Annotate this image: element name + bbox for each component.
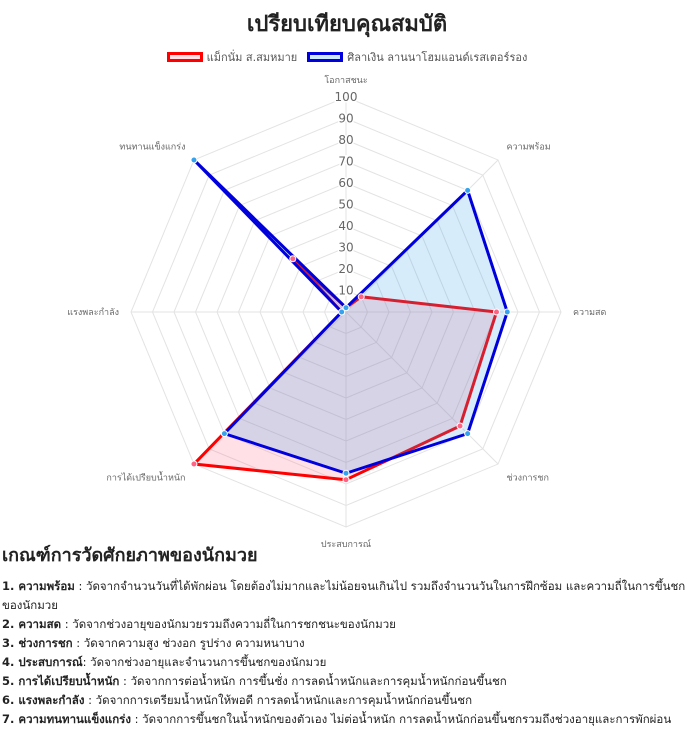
legend-swatch-series-2 — [307, 52, 343, 62]
axis-label: ความสด — [573, 308, 607, 318]
data-point-series-1 — [494, 309, 500, 315]
tick-label: 100 — [334, 90, 358, 104]
criteria-item-label: 3. ช่วงการชก — [2, 636, 73, 650]
tick-label: 30 — [338, 240, 354, 255]
tick-label: 10 — [338, 283, 354, 298]
axis-label: โอกาสชนะ — [324, 76, 368, 86]
data-point-series-2 — [504, 309, 510, 315]
criteria-item-label: 1. ความพร้อม — [2, 579, 75, 593]
criteria-item-label: 2. ความสด — [2, 617, 62, 631]
criteria-item — [2, 577, 688, 615]
axis-label: ความพร้อม — [506, 142, 551, 153]
tick-label: 80 — [338, 133, 354, 147]
legend-label-series-2: ศิลาเงิน ลานนาโฮมแอนด์เรสเตอร์รอง — [347, 51, 528, 64]
criteria-item-label: 5. การได้เปรียบน้ำหนัก — [2, 674, 120, 688]
data-point-series-1 — [343, 477, 349, 483]
criteria-item — [2, 710, 688, 729]
radar-chart — [0, 62, 694, 550]
data-point-series-1 — [457, 423, 463, 429]
criteria-item-label: 7. ความทนทานแข็งแกร่ง — [2, 712, 131, 726]
data-point-series-2 — [339, 309, 345, 315]
legend-swatch-series-1 — [167, 52, 203, 62]
data-point-series-2 — [221, 431, 227, 437]
criteria-item-label: 6. แรงพละกำลัง — [2, 693, 85, 707]
criteria-item-text: : วัดจากการขึ้นชกในน้ำหนักของตัวเอง ไม่ต่อน้ำหนัก การลดน้ำหนักก่อนขึ้นชกรวมถึงช่วงอายุและการพักผ่อน — [130, 712, 672, 726]
criteria-item — [2, 672, 688, 691]
criteria-item — [2, 634, 688, 653]
criteria-section — [2, 540, 688, 729]
axis-label: ประสบการณ์ — [320, 540, 372, 550]
legend-label-series-1: แม็กนั่ม ส.สมหมาย — [206, 51, 298, 64]
tick-label: 50 — [338, 197, 354, 212]
data-point-series-2 — [191, 157, 197, 163]
axis-label: แรงพละกำลัง — [67, 308, 119, 318]
criteria-item-text: : วัดจากจำนวนวันที่ได้พักผ่อน โดยต้องไม่มากและไม่น้อยจนเกินไป รวมถึงจำนวนวันในการฝึกซ้อม และความถี่ในการขึ้นชกของนักมวย — [2, 579, 686, 612]
axis-label: ช่วงการชก — [506, 473, 549, 484]
tick-label: 90 — [338, 111, 354, 126]
data-point-series-1 — [358, 294, 364, 300]
data-point-series-2 — [343, 470, 349, 476]
data-point-series-2 — [465, 187, 471, 193]
tick-label: 60 — [338, 176, 354, 190]
data-point-series-2 — [465, 431, 471, 437]
criteria-item-label: 4. ประสบการณ์ — [2, 655, 83, 669]
criteria-item-text: : วัดจากการเตรียมน้ำหนักให้พอดี การลดน้ำหนักและการคุมน้ำหนักก่อนขึ้นชก — [84, 693, 473, 707]
criteria-item-text: : วัดจากช่วงอายุและจำนวนการขึ้นชกของนักมวย — [82, 655, 327, 669]
data-point-series-1 — [191, 461, 197, 467]
criteria-item — [2, 653, 688, 672]
data-point-series-1 — [290, 256, 296, 262]
criteria-item — [2, 691, 688, 710]
criteria-list — [2, 577, 688, 729]
criteria-item — [2, 615, 688, 634]
criteria-item-text: : วัดจากการต่อน้ำหนัก การขึ้นชั่ง การลดน้ำหนักและการคุมน้ำหนักก่อนขึ้นชก — [119, 674, 507, 688]
criteria-item-text: : วัดจากช่วงอายุของนักมวยรวมถึงความถี่ในการชกชนะของนักมวย — [61, 617, 396, 631]
chart-title: เปรียบเทียบคุณสมบัติ — [246, 12, 448, 37]
axis-label: ทนทานแข็งแกร่ง — [119, 142, 186, 153]
criteria-heading: เกณฑ์การวัดศักยภาพของนักมวย — [2, 545, 258, 566]
axis-label: การได้เปรียบน้ำหนัก — [106, 473, 186, 484]
criteria-item-text: : วัดจากความสูง ช่วงอก รูปร่าง ความหนาบาง — [72, 636, 305, 650]
tick-label: 40 — [338, 219, 354, 233]
tick-label: 70 — [338, 154, 354, 169]
tick-label: 20 — [338, 262, 354, 276]
